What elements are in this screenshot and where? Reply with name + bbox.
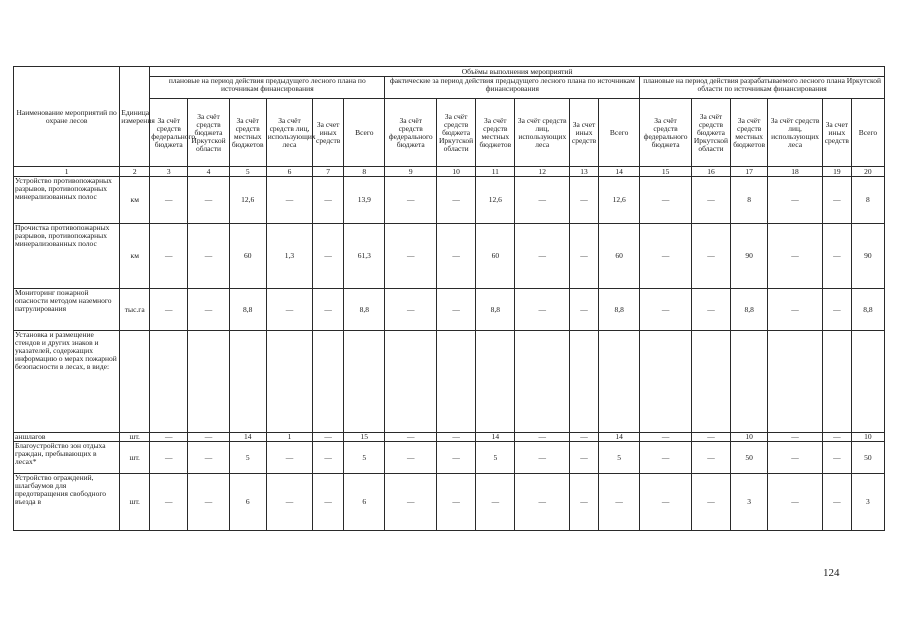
header-source-17: За счёт средств местных бюджетов — [731, 99, 768, 167]
row-value: 8 — [851, 177, 884, 224]
table-row — [14, 224, 885, 289]
row-value: — — [691, 433, 730, 442]
row-value — [640, 331, 692, 433]
row-value: 14 — [599, 433, 640, 442]
header-source-6: За счёт средств лиц, использующих леса — [266, 99, 312, 167]
header-source-8: Всего — [344, 99, 385, 167]
row-value: 6 — [344, 474, 385, 531]
row-value: — — [437, 289, 476, 331]
row-value: — — [570, 289, 599, 331]
table-row — [14, 433, 885, 442]
row-value: — — [691, 177, 730, 224]
column-number: 7 — [313, 167, 344, 177]
column-number: 17 — [731, 167, 768, 177]
header-group-actual-previous: фактические за период действия предыдущего лесного плана по источникам финансирования — [385, 77, 640, 99]
row-name: Благоустройство зон отдыха граждан, пребывающих в лесах* — [14, 442, 120, 474]
row-value: — — [150, 474, 188, 531]
row-value: — — [150, 433, 188, 442]
column-number: 18 — [768, 167, 823, 177]
row-value: — — [150, 289, 188, 331]
column-number: 3 — [150, 167, 188, 177]
row-value — [822, 331, 851, 433]
column-number: 19 — [822, 167, 851, 177]
header-source-4: За счёт средств бюджета Иркутской области — [188, 99, 229, 167]
header-source-15: За счёт средств федерального бюджета — [640, 99, 692, 167]
row-value — [691, 331, 730, 433]
row-value: — — [266, 442, 312, 474]
row-value: 5 — [229, 442, 266, 474]
table-row — [14, 474, 885, 531]
row-value: — — [188, 442, 229, 474]
row-value: — — [570, 224, 599, 289]
table-row — [14, 331, 885, 433]
row-name: Установка и размещение стендов и других знаков и указателей, содержащих информацию о мерах пожарной безопасности в лесах, в виде: — [14, 331, 120, 433]
row-value: — — [822, 474, 851, 531]
row-value: 8,8 — [731, 289, 768, 331]
column-number: 6 — [266, 167, 312, 177]
row-value: — — [188, 224, 229, 289]
row-value: — — [822, 177, 851, 224]
row-value: — — [150, 224, 188, 289]
row-value: — — [515, 224, 570, 289]
header-group-planned-previous: плановые на период действия предыдущего лесного плана по источникам финансирования — [150, 77, 385, 99]
row-value: 14 — [476, 433, 515, 442]
row-value: — — [822, 224, 851, 289]
page-number: 124 — [823, 567, 840, 579]
row-value: — — [640, 177, 692, 224]
row-value: 8,8 — [599, 289, 640, 331]
row-value: 60 — [599, 224, 640, 289]
column-number: 1 — [14, 167, 120, 177]
header-name-column: Наименование мероприятий по охране лесов — [14, 67, 120, 167]
column-number: 5 — [229, 167, 266, 177]
row-value — [385, 331, 437, 433]
row-value: — — [188, 289, 229, 331]
row-value: — — [188, 474, 229, 531]
row-value: — — [437, 224, 476, 289]
table-row — [14, 442, 885, 474]
column-number: 4 — [188, 167, 229, 177]
row-value: 12,6 — [599, 177, 640, 224]
column-number: 16 — [691, 167, 730, 177]
header-source-3: За счёт средств федерального бюджета — [150, 99, 188, 167]
column-number: 14 — [599, 167, 640, 177]
row-name: аншлагов — [14, 433, 120, 442]
row-value: — — [150, 442, 188, 474]
row-value: — — [640, 224, 692, 289]
row-value: — — [385, 224, 437, 289]
row-value: 5 — [344, 442, 385, 474]
row-value: — — [768, 289, 823, 331]
row-value: — — [385, 289, 437, 331]
row-value: — — [640, 474, 692, 531]
header-source-16: За счёт средств бюджета Иркутской области — [691, 99, 730, 167]
row-value: — — [515, 474, 570, 531]
row-unit — [120, 331, 150, 433]
row-value: 13,9 — [344, 177, 385, 224]
row-value: — — [570, 474, 599, 531]
column-number: 11 — [476, 167, 515, 177]
row-name: Прочистка противопожарных разрывов, противопожарных минерализованных полос — [14, 224, 120, 289]
row-value: — — [266, 177, 312, 224]
row-value: 50 — [731, 442, 768, 474]
row-value: — — [640, 289, 692, 331]
row-value: — — [188, 433, 229, 442]
row-value — [266, 331, 312, 433]
row-value: — — [188, 177, 229, 224]
row-unit: шт. — [120, 433, 150, 442]
row-value: 12,6 — [229, 177, 266, 224]
row-value: 8,8 — [851, 289, 884, 331]
row-value: 8,8 — [476, 289, 515, 331]
row-value: — — [476, 474, 515, 531]
fire-protection-table — [13, 66, 885, 531]
row-value: — — [385, 474, 437, 531]
row-value: 3 — [731, 474, 768, 531]
header-source-13: За счет иных средств — [570, 99, 599, 167]
row-value: 1 — [266, 433, 312, 442]
row-value — [229, 331, 266, 433]
row-value — [570, 331, 599, 433]
row-value: — — [570, 433, 599, 442]
row-value: 8 — [731, 177, 768, 224]
row-value: — — [768, 442, 823, 474]
row-value: — — [313, 442, 344, 474]
row-value — [476, 331, 515, 433]
row-value: — — [437, 474, 476, 531]
row-value: — — [515, 289, 570, 331]
table-row — [14, 177, 885, 224]
header-source-11: За счёт средств местных бюджетов — [476, 99, 515, 167]
row-value: 10 — [851, 433, 884, 442]
row-value: 5 — [476, 442, 515, 474]
row-value: 10 — [731, 433, 768, 442]
row-value — [150, 331, 188, 433]
row-value — [599, 331, 640, 433]
row-value: 12,6 — [476, 177, 515, 224]
column-number: 2 — [120, 167, 150, 177]
header-volumes: Объёмы выполнения мероприятий — [150, 67, 885, 77]
column-number: 8 — [344, 167, 385, 177]
row-value: 60 — [229, 224, 266, 289]
row-value: — — [437, 177, 476, 224]
row-value: 60 — [476, 224, 515, 289]
row-value — [851, 331, 884, 433]
row-value: — — [515, 177, 570, 224]
row-value: 8,8 — [229, 289, 266, 331]
row-value — [188, 331, 229, 433]
row-value: — — [313, 224, 344, 289]
row-value: — — [313, 474, 344, 531]
row-unit: шт. — [120, 442, 150, 474]
row-value: — — [768, 474, 823, 531]
header-source-19: За счет иных средств — [822, 99, 851, 167]
row-value: 90 — [731, 224, 768, 289]
row-value: — — [768, 433, 823, 442]
row-value: 6 — [229, 474, 266, 531]
column-number: 10 — [437, 167, 476, 177]
row-value: — — [515, 433, 570, 442]
row-value: — — [313, 433, 344, 442]
row-value: — — [385, 433, 437, 442]
row-value: — — [822, 433, 851, 442]
row-name: Устройство противопожарных разрывов, противопожарных минерализованных полос — [14, 177, 120, 224]
header-source-18: За счёт средств лиц, использующих леса — [768, 99, 823, 167]
row-unit: шт. — [120, 474, 150, 531]
row-value: 14 — [229, 433, 266, 442]
row-value: — — [266, 474, 312, 531]
row-value: — — [822, 289, 851, 331]
row-value: — — [515, 442, 570, 474]
column-number: 12 — [515, 167, 570, 177]
row-unit: км — [120, 177, 150, 224]
header-group-planned-new: плановые на период действия разрабатываемого лесного плана Иркутской области по источникам финансирования — [640, 77, 885, 99]
row-value: — — [691, 474, 730, 531]
header-source-9: За счёт средств федерального бюджета — [385, 99, 437, 167]
row-value: — — [266, 289, 312, 331]
header-source-5: За счёт средств местных бюджетов — [229, 99, 266, 167]
row-value: 15 — [344, 433, 385, 442]
row-value: — — [437, 433, 476, 442]
row-unit: тыс.га — [120, 289, 150, 331]
row-value: — — [570, 442, 599, 474]
row-unit: км — [120, 224, 150, 289]
row-value: — — [822, 442, 851, 474]
row-value: — — [691, 289, 730, 331]
row-value: — — [150, 177, 188, 224]
row-value — [515, 331, 570, 433]
row-value: — — [313, 177, 344, 224]
row-value: — — [599, 474, 640, 531]
row-name: Устройство ограждений, шлагбаумов для предотвращения свободного въезда в — [14, 474, 120, 531]
row-value — [437, 331, 476, 433]
row-value: — — [691, 442, 730, 474]
row-value: 50 — [851, 442, 884, 474]
table-row — [14, 289, 885, 331]
column-number: 15 — [640, 167, 692, 177]
row-value: — — [385, 442, 437, 474]
row-value: — — [640, 442, 692, 474]
row-value: — — [437, 442, 476, 474]
header-unit-column: Единица измерения — [120, 67, 150, 167]
row-value: — — [570, 177, 599, 224]
row-value: — — [768, 177, 823, 224]
row-value — [313, 331, 344, 433]
column-number: 13 — [570, 167, 599, 177]
row-value — [768, 331, 823, 433]
row-value: — — [691, 224, 730, 289]
header-source-12: За счёт средств лиц, использующих леса — [515, 99, 570, 167]
row-value: 61,3 — [344, 224, 385, 289]
row-value: 5 — [599, 442, 640, 474]
row-value: — — [768, 224, 823, 289]
header-source-7: За счет иных средств — [313, 99, 344, 167]
row-value: — — [313, 289, 344, 331]
row-value: 8,8 — [344, 289, 385, 331]
row-value — [731, 331, 768, 433]
column-number: 9 — [385, 167, 437, 177]
row-value: — — [385, 177, 437, 224]
row-name: Мониторинг пожарной опасности методом наземного патрулирования — [14, 289, 120, 331]
row-value: — — [640, 433, 692, 442]
row-value — [344, 331, 385, 433]
header-source-10: За счёт средств бюджета Иркутской области — [437, 99, 476, 167]
header-source-14: Всего — [599, 99, 640, 167]
header-source-20: Всего — [851, 99, 884, 167]
row-value: 3 — [851, 474, 884, 531]
column-number: 20 — [851, 167, 884, 177]
row-value: 90 — [851, 224, 884, 289]
row-value: 1,3 — [266, 224, 312, 289]
